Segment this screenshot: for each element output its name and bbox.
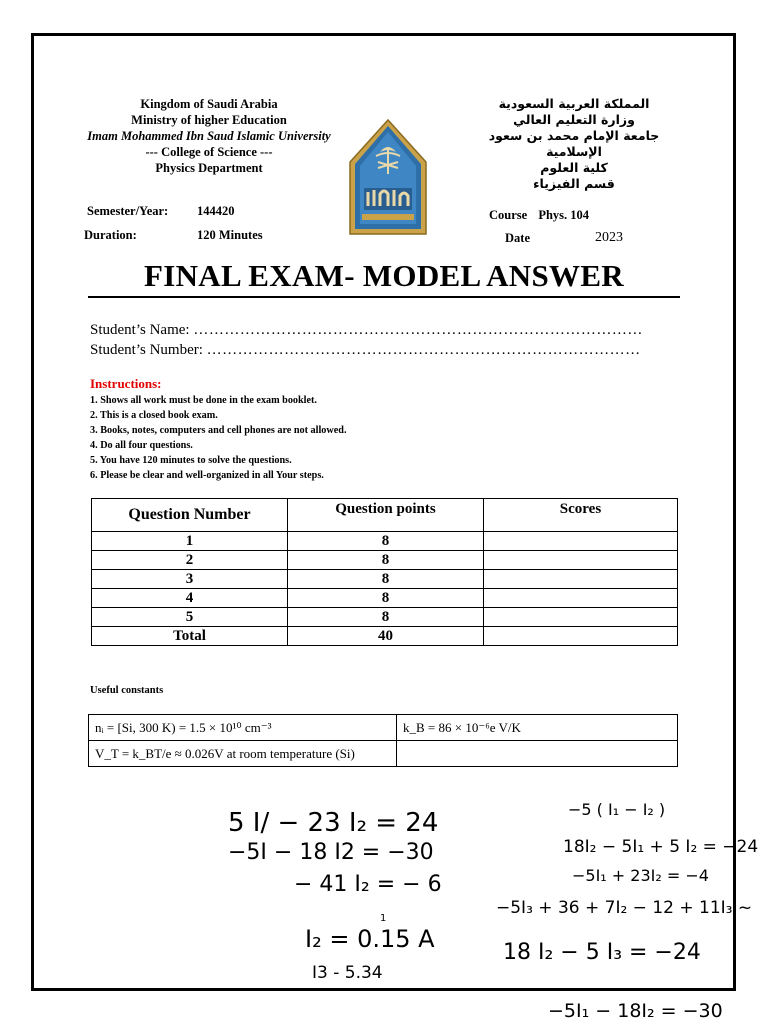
table-row xyxy=(92,570,678,589)
table-row xyxy=(89,741,678,767)
constant-ni: nᵢ = [Si, 300 K) = 1.5 × 10¹⁰ cm⁻³ xyxy=(89,715,397,741)
handwritten-eq: −5I₃ + 36 + 7I₂ − 12 + 11I₃ ~ xyxy=(496,898,753,918)
col-question-points: Question points xyxy=(288,499,484,532)
handwritten-mark: 1 xyxy=(380,913,387,924)
table-row xyxy=(92,589,678,608)
student-name-field: …………………………………………………………………………… xyxy=(193,322,643,338)
date-label: Date xyxy=(505,231,530,245)
handwritten-eq: 5 I/ − 23 I₂ = 24 xyxy=(228,808,439,838)
question-number: 3 xyxy=(92,570,288,589)
question-number: 1 xyxy=(92,532,288,551)
handwritten-eq: 18 I₂ − 5 I₃ = −24 xyxy=(503,940,701,965)
instructions-heading: Instructions: xyxy=(90,376,162,391)
constants-table xyxy=(88,714,678,767)
score-cell[interactable] xyxy=(484,551,678,570)
student-name-label: Student’s Name: xyxy=(90,322,190,338)
university-en: Imam Mohammed Ibn Saud Islamic University xyxy=(87,129,331,143)
question-number: 5 xyxy=(92,608,288,627)
col-question-number: Question Number xyxy=(92,499,288,532)
score-table xyxy=(91,498,678,646)
constants-heading: Useful constants xyxy=(90,685,164,696)
header-left xyxy=(84,96,334,176)
student-number-label: Student’s Number: xyxy=(90,342,203,358)
department-en: Physics Department xyxy=(155,161,263,175)
course-label: Course xyxy=(489,208,528,222)
student-number-field: ………………………………………………………………………… xyxy=(206,342,641,358)
college-en: --- College of Science --- xyxy=(145,145,273,159)
total-label: Total xyxy=(92,627,288,646)
instruction-item: 4. Do all four questions. xyxy=(90,440,193,451)
table-row-total xyxy=(92,627,678,646)
score-cell[interactable] xyxy=(484,589,678,608)
question-points: 8 xyxy=(288,608,484,627)
title-underline xyxy=(88,296,680,298)
ministry-en: Ministry of higher Education xyxy=(131,113,287,127)
instruction-item: 6. Please be clear and well-organized in all Your steps. xyxy=(90,470,324,481)
score-cell[interactable] xyxy=(484,570,678,589)
university-logo-icon xyxy=(346,118,430,238)
semester-year xyxy=(87,204,235,219)
duration-label: Duration: xyxy=(84,228,137,242)
table-row xyxy=(89,715,678,741)
handwritten-eq: I3 - 5.34 xyxy=(312,963,383,983)
handwritten-eq: −5 ( I₁ − I₂ ) xyxy=(568,800,666,819)
question-number: 2 xyxy=(92,551,288,570)
question-points: 8 xyxy=(288,570,484,589)
duration-value: 120 Minutes xyxy=(197,228,263,242)
instruction-item: 5. You have 120 minutes to solve the questions. xyxy=(90,455,292,466)
score-cell[interactable] xyxy=(484,532,678,551)
total-score-cell[interactable] xyxy=(484,627,678,646)
date xyxy=(505,230,623,246)
question-points: 8 xyxy=(288,532,484,551)
country-ar: المملكة العربية السعودية xyxy=(498,96,650,111)
instruction-item: 2. This is a closed book exam. xyxy=(90,410,218,421)
date-value: 2023 xyxy=(595,230,623,245)
page-title: FINAL EXAM- MODEL ANSWER xyxy=(144,258,624,293)
constant-kb: k_B = 86 × 10⁻⁶e V/K xyxy=(397,715,678,741)
student-name-line xyxy=(90,322,643,339)
constant-vt: V_T = k_BT/e ≈ 0.026V at room temperature (Si) xyxy=(89,741,397,767)
semester-label: Semester/Year: xyxy=(87,204,169,218)
question-points: 8 xyxy=(288,589,484,608)
course-value: Phys. 104 xyxy=(538,208,590,222)
handwritten-eq: −5I − 18 I2 = −30 xyxy=(228,840,434,865)
instruction-item: 1. Shows all work must be done in the exam booklet. xyxy=(90,395,317,406)
header-right xyxy=(460,96,688,192)
student-number-line xyxy=(90,342,641,359)
empty-cell xyxy=(397,741,678,767)
score-cell[interactable] xyxy=(484,608,678,627)
course xyxy=(489,208,589,223)
semester-value: 144420 xyxy=(197,204,235,218)
university-ar: جامعة الإمام محمد بن سعود الإسلامية xyxy=(488,128,660,159)
total-points: 40 xyxy=(288,627,484,646)
college-ar: كلية العلوم xyxy=(540,160,608,175)
handwritten-eq: 18I₂ − 5I₁ + 5 I₂ = −24 xyxy=(563,837,759,857)
question-number: 4 xyxy=(92,589,288,608)
handwritten-eq: − 41 I₂ = − 6 xyxy=(294,872,442,897)
table-row xyxy=(92,532,678,551)
table-row xyxy=(92,608,678,627)
handwritten-eq: −5I₁ − 18I₂ = −30 xyxy=(548,1000,723,1022)
duration xyxy=(84,228,263,243)
col-scores: Scores xyxy=(484,499,678,532)
instructions-list xyxy=(90,393,347,483)
score-table-header xyxy=(92,499,678,532)
country-en: Kingdom of Saudi Arabia xyxy=(140,97,278,111)
department-ar: قسم الفيزياء xyxy=(533,176,615,191)
question-points: 8 xyxy=(288,551,484,570)
handwritten-eq: −5I₁ + 23I₂ = −4 xyxy=(572,866,709,885)
table-row xyxy=(92,551,678,570)
ministry-ar: وزارة التعليم العالي xyxy=(513,112,635,127)
instruction-item: 3. Books, notes, computers and cell phones are not allowed. xyxy=(90,425,347,436)
handwritten-eq: I₂ = 0.15 A xyxy=(305,925,435,953)
